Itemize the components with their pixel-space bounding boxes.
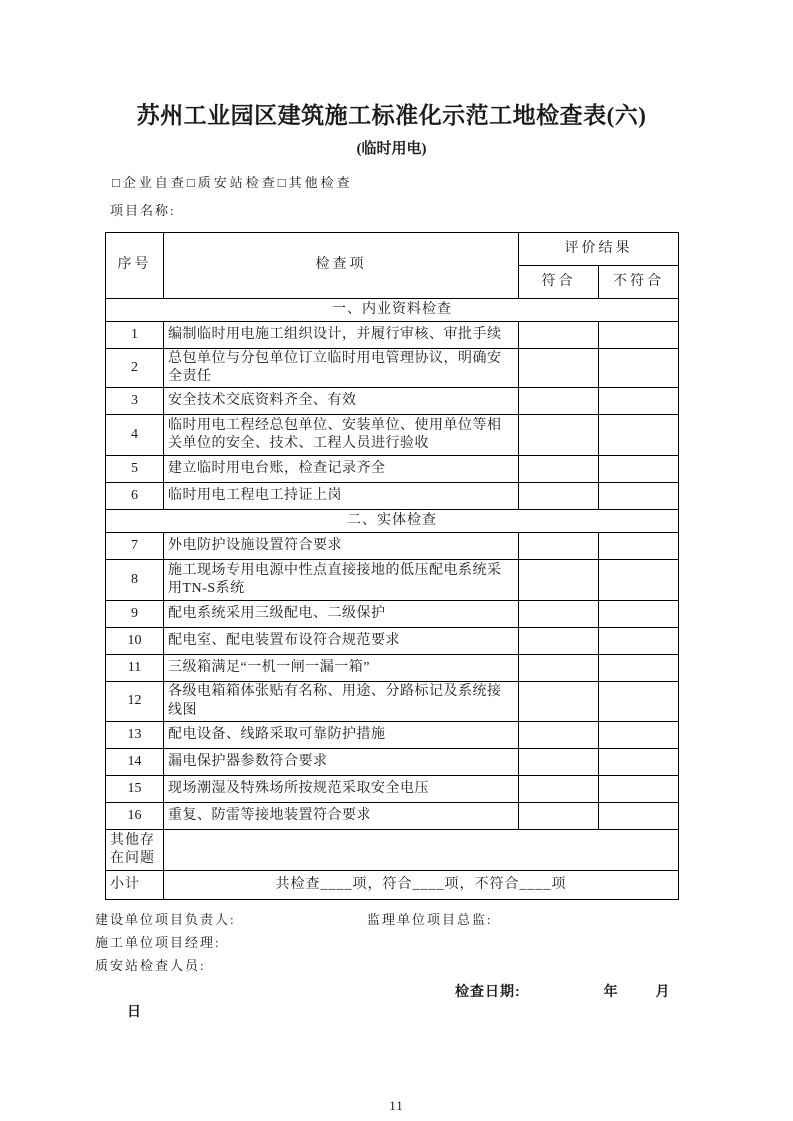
fail-cell[interactable] <box>599 748 679 775</box>
check-type-option-station <box>187 175 278 190</box>
row-number: 1 <box>106 322 164 349</box>
fail-cell[interactable] <box>599 349 679 388</box>
fail-cell[interactable] <box>599 388 679 415</box>
inspector-label: 质安站检查人员: <box>95 957 206 973</box>
check-type-label: 质安站检查 <box>197 175 278 190</box>
col-header-item: 检查项 <box>164 233 519 299</box>
section-title: 二、实体检查 <box>106 510 679 533</box>
check-item-text: 配电系统采用三级配电、二级保护 <box>164 601 519 628</box>
row-number: 2 <box>106 349 164 388</box>
pass-cell[interactable] <box>519 483 599 510</box>
pass-cell[interactable] <box>519 682 599 721</box>
fail-cell[interactable] <box>599 456 679 483</box>
row-number: 13 <box>106 721 164 748</box>
pass-cell[interactable] <box>519 628 599 655</box>
fail-cell[interactable] <box>599 655 679 682</box>
check-type-option-other <box>278 175 353 190</box>
section-title: 一、内业资料检查 <box>106 299 679 322</box>
table-row <box>106 682 679 721</box>
fail-cell[interactable] <box>599 322 679 349</box>
table-row <box>106 415 679 456</box>
fail-cell[interactable] <box>599 601 679 628</box>
row-number: 15 <box>106 775 164 802</box>
checkbox-icon[interactable]: □ <box>186 175 198 190</box>
supervisor-label: 监理单位项目总监: <box>367 911 493 927</box>
owner-label: 建设单位项目负责人: <box>95 911 236 927</box>
fail-cell[interactable] <box>599 682 679 721</box>
check-item-text: 重复、防雷等接地装置符合要求 <box>164 802 519 829</box>
table-row <box>106 349 679 388</box>
signature-line-2 <box>95 932 688 955</box>
table-row <box>106 456 679 483</box>
check-item-text: 三级箱满足“一机一闸一漏一箱” <box>164 655 519 682</box>
date-label: 检查日期: <box>455 982 521 999</box>
table-row <box>106 721 679 748</box>
checkbox-icon[interactable]: □ <box>112 175 123 190</box>
fail-cell[interactable] <box>599 628 679 655</box>
table-row <box>106 601 679 628</box>
pass-cell[interactable] <box>519 560 599 601</box>
check-item-text: 安全技术交底资料齐全、有效 <box>164 388 519 415</box>
signature-line-3 <box>95 955 688 978</box>
fail-cell[interactable] <box>599 721 679 748</box>
page-number: 11 <box>389 1098 404 1113</box>
check-item-text: 漏电保护器参数符合要求 <box>164 748 519 775</box>
page-subtitle: (临时用电) <box>356 141 427 157</box>
other-issues-value[interactable] <box>164 829 679 870</box>
row-number: 4 <box>106 415 164 456</box>
check-item-text: 建立临时用电台账，检查记录齐全 <box>164 456 519 483</box>
fail-cell[interactable] <box>599 560 679 601</box>
pass-cell[interactable] <box>519 322 599 349</box>
table-row <box>106 802 679 829</box>
check-item-text: 配电室、配电装置布设符合规范要求 <box>164 628 519 655</box>
pass-cell[interactable] <box>519 415 599 456</box>
row-number: 5 <box>106 456 164 483</box>
pass-cell[interactable] <box>519 775 599 802</box>
col-header-pass: 符合 <box>519 266 599 299</box>
contractor-label: 施工单位项目经理: <box>95 934 221 950</box>
table-row <box>106 483 679 510</box>
table-header-row-1 <box>106 233 679 266</box>
fail-cell[interactable] <box>599 415 679 456</box>
pass-cell[interactable] <box>519 456 599 483</box>
check-item-text: 临时用电工程电工持证上岗 <box>164 483 519 510</box>
fail-cell[interactable] <box>599 802 679 829</box>
table-row <box>106 560 679 601</box>
check-type-label: 其他检查 <box>288 175 353 190</box>
check-type-row <box>112 172 688 191</box>
col-header-fail: 不符合 <box>599 266 679 299</box>
day-label: 日 <box>127 1002 142 1019</box>
check-type-label: 企业自查 <box>122 175 187 190</box>
pass-cell[interactable] <box>519 748 599 775</box>
check-item-text: 配电设备、线路采取可靠防护措施 <box>164 721 519 748</box>
subtotal-label: 小计 <box>106 870 164 899</box>
subtotal-row <box>106 870 679 899</box>
section-row <box>106 299 679 322</box>
checkbox-icon[interactable]: □ <box>277 175 289 190</box>
fail-cell[interactable] <box>599 533 679 560</box>
section-row <box>106 510 679 533</box>
col-header-no: 序号 <box>106 233 164 299</box>
fail-cell[interactable] <box>599 483 679 510</box>
other-issues-label: 其他存在问题 <box>106 829 164 870</box>
col-header-result: 评价结果 <box>519 233 679 266</box>
row-number: 8 <box>106 560 164 601</box>
table-row <box>106 748 679 775</box>
check-item-text: 总包单位与分包单位订立临时用电管理协议，明确安全责任 <box>164 349 519 388</box>
check-item-text: 施工现场专用电源中性点直接接地的低压配电系统采用TN-S系统 <box>164 560 519 601</box>
check-item-text: 外电防护设施设置符合要求 <box>164 533 519 560</box>
inspection-table <box>105 232 679 900</box>
signature-line-1 <box>95 909 688 932</box>
pass-cell[interactable] <box>519 601 599 628</box>
page-title: 苏州工业园区建筑施工标准化示范工地检查表(六) <box>136 103 647 128</box>
pass-cell[interactable] <box>519 349 599 388</box>
pass-cell[interactable] <box>519 655 599 682</box>
row-number: 10 <box>106 628 164 655</box>
check-item-text: 各级电箱箱体张贴有名称、用途、分路标记及系统接线图 <box>164 682 519 721</box>
year-label: 年 <box>603 982 619 999</box>
month-label: 月 <box>655 982 671 999</box>
table-row <box>106 533 679 560</box>
pass-cell[interactable] <box>519 388 599 415</box>
fail-cell[interactable] <box>599 775 679 802</box>
row-number: 9 <box>106 601 164 628</box>
pass-cell[interactable] <box>519 721 599 748</box>
table-row <box>106 655 679 682</box>
table-row <box>106 775 679 802</box>
table-row <box>106 388 679 415</box>
subtotal-text[interactable]: 共检查____项，符合____项，不符合____项 <box>164 870 679 899</box>
check-type-option-self <box>112 175 187 190</box>
row-number: 14 <box>106 748 164 775</box>
row-number: 3 <box>106 388 164 415</box>
row-number: 16 <box>106 802 164 829</box>
table-row <box>106 628 679 655</box>
project-name-label: 项目名称: <box>110 203 176 218</box>
row-number: 11 <box>106 655 164 682</box>
other-issues-row <box>106 829 679 870</box>
inspection-date-line <box>95 981 688 1019</box>
check-item-text: 编制临时用电施工组织设计，并履行审核、审批手续 <box>164 322 519 349</box>
check-item-text: 现场潮湿及特殊场所按规范采取安全电压 <box>164 775 519 802</box>
signature-block <box>95 909 688 1019</box>
row-number: 7 <box>106 533 164 560</box>
check-item-text: 临时用电工程经总包单位、安装单位、使用单位等相关单位的安全、技术、工程人员进行验收 <box>164 415 519 456</box>
pass-cell[interactable] <box>519 802 599 829</box>
table-row <box>106 322 679 349</box>
form-sheet <box>95 0 688 1019</box>
project-name-line <box>110 200 688 219</box>
row-number: 12 <box>106 682 164 721</box>
pass-cell[interactable] <box>519 533 599 560</box>
row-number: 6 <box>106 483 164 510</box>
